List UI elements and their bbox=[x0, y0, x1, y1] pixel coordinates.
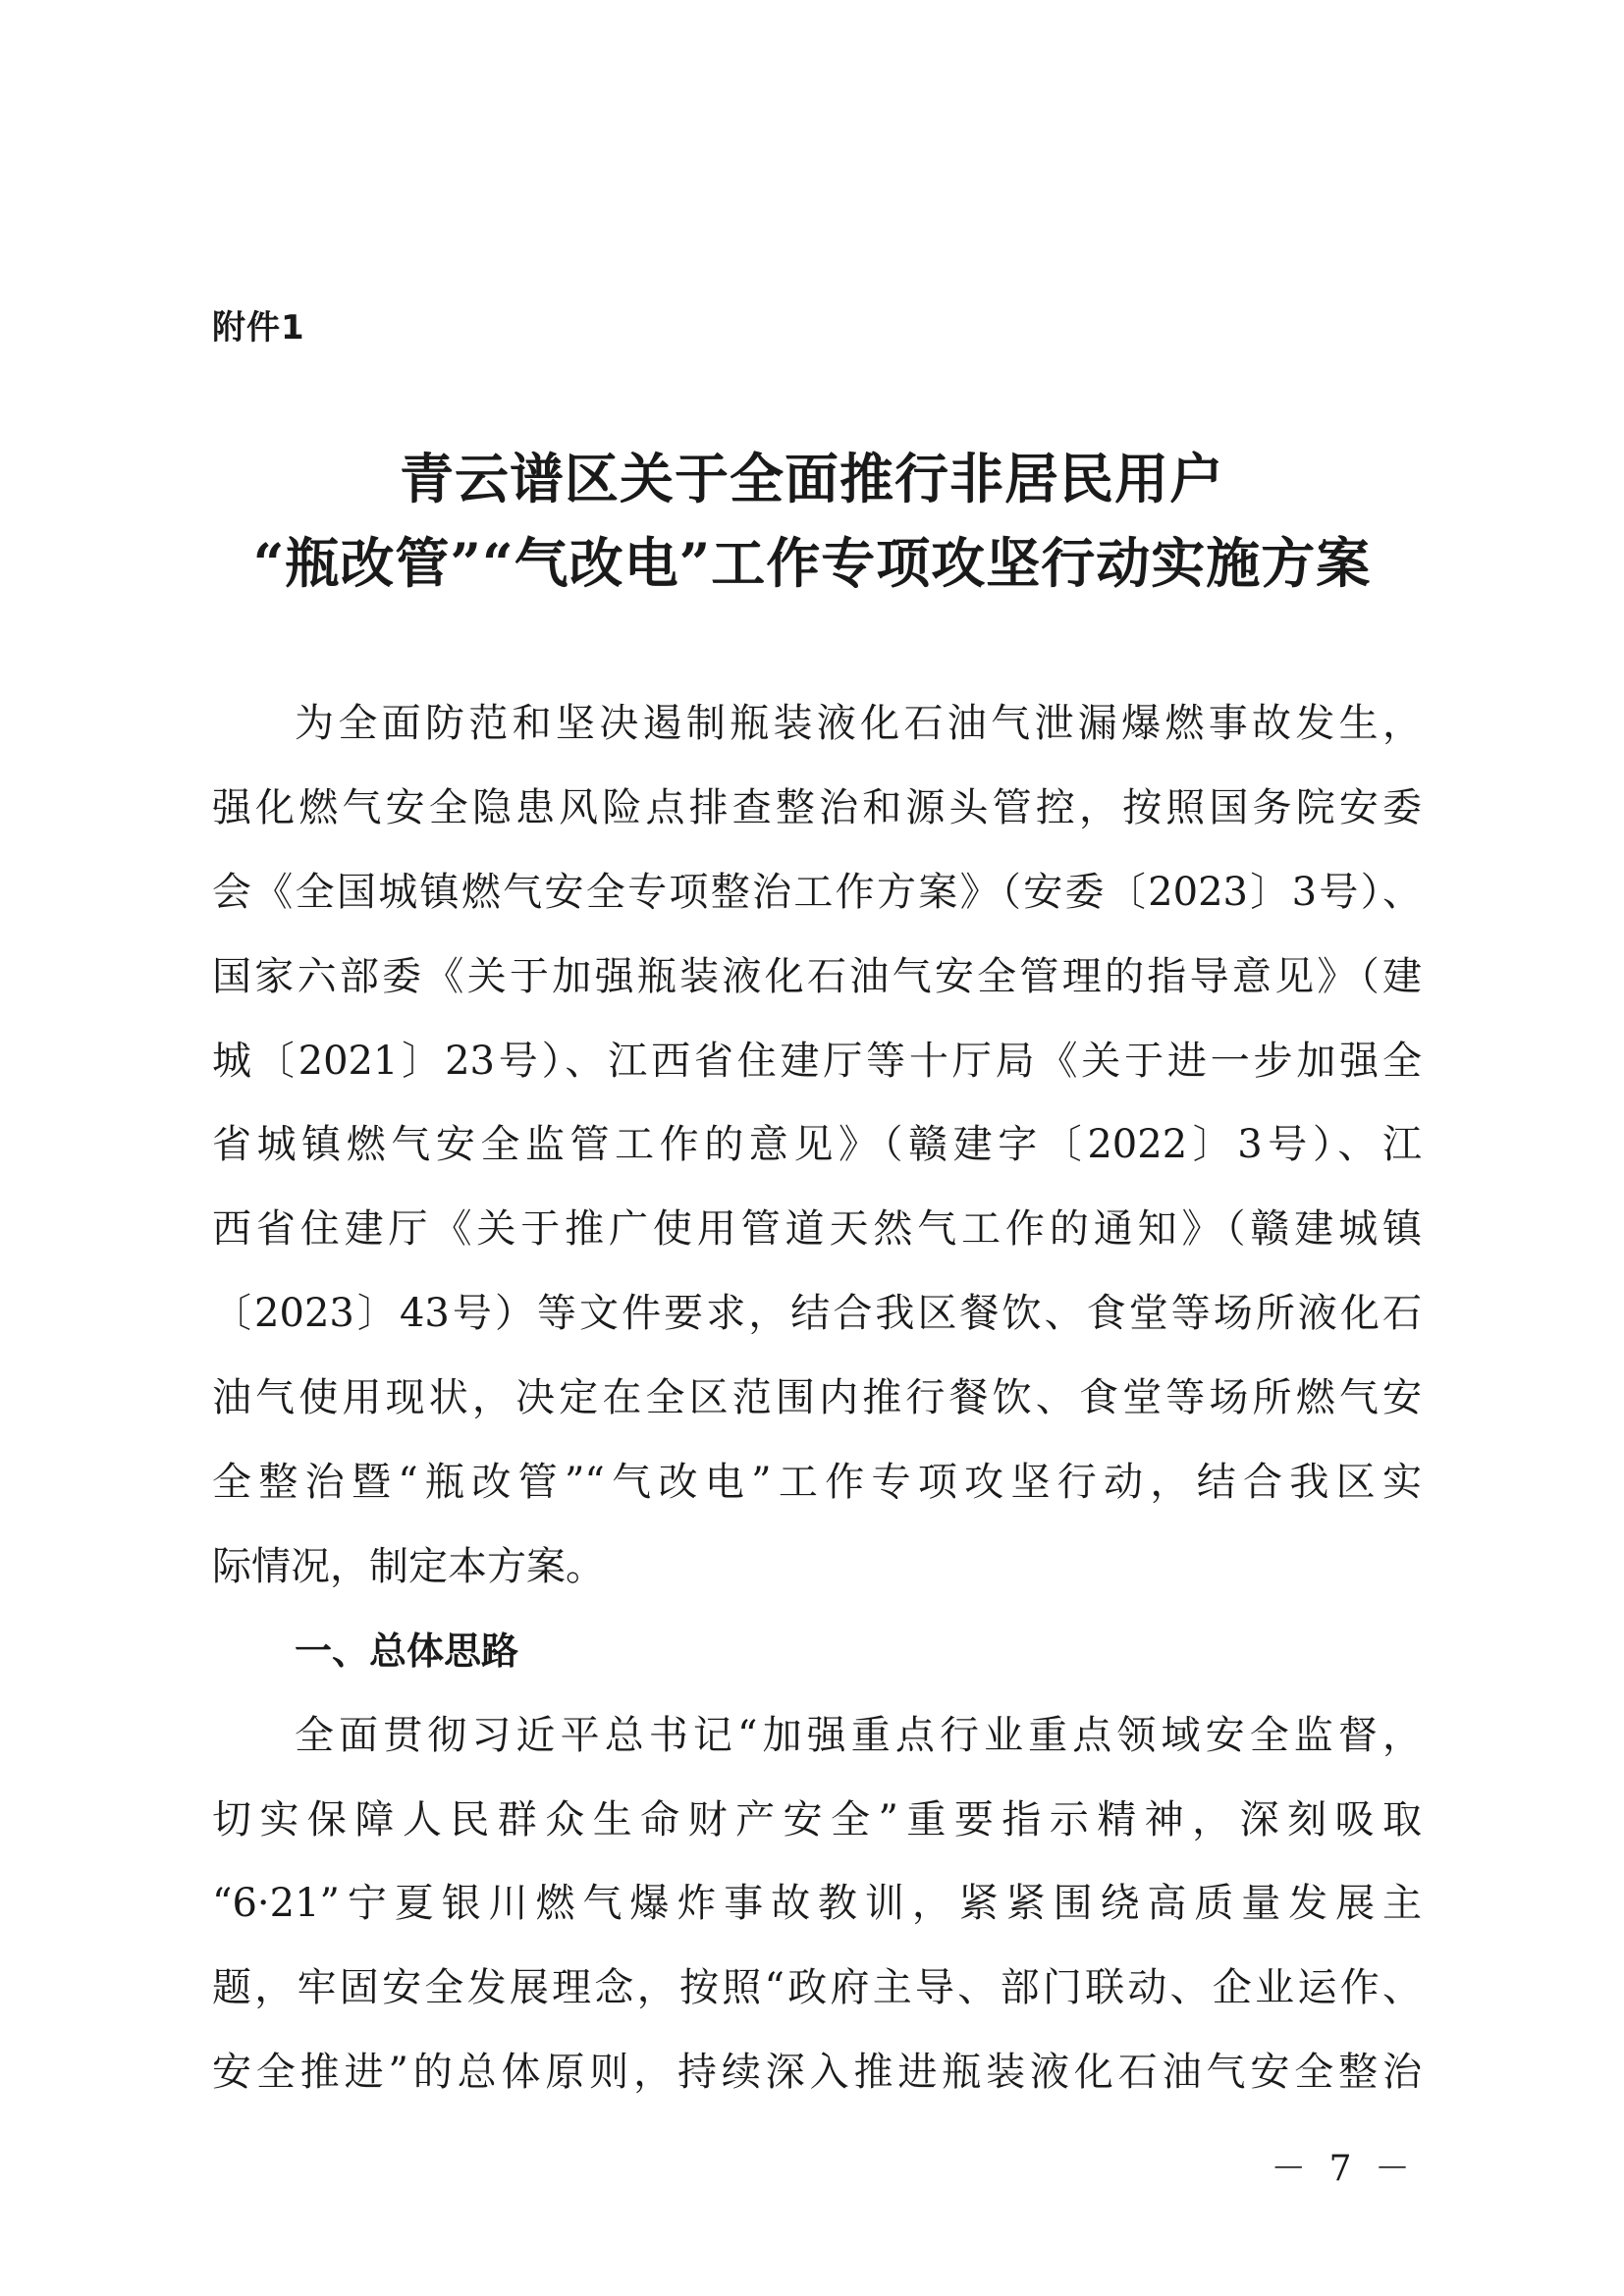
attachment-label: 附件1 bbox=[212, 308, 305, 347]
document-title bbox=[177, 437, 1447, 606]
body-line: 全整治暨“瓶改管”“气改电”工作专项攻坚行动，结合我区实 bbox=[212, 1460, 1422, 1506]
body-line: 为全面防范和坚决遏制瓶装液化石油气泄漏爆燃事故发生， bbox=[295, 701, 1422, 746]
title-line-1: 青云谱区关于全面推行非居民用户 bbox=[399, 447, 1224, 510]
document-body bbox=[212, 682, 1422, 2115]
body-line: 安全推进”的总体原则，持续深入推进瓶装液化石油气安全整治 bbox=[212, 2050, 1422, 2096]
body-line: 题，牢固安全发展理念，按照“政府主导、部门联动、企业运作、 bbox=[212, 1965, 1422, 2011]
body-line: 际情况，制定本方案。 bbox=[212, 1543, 605, 1589]
body-line: 全面贯彻习近平总书记“加强重点行业重点领域安全监督， bbox=[295, 1712, 1422, 1758]
body-line: 城〔2021〕23号）、江西省住建厅等十厅局《关于进一步加强全 bbox=[212, 1038, 1422, 1084]
body-line: 会《全国城镇燃气安全专项整治工作方案》（安委〔2023〕3号）、 bbox=[212, 869, 1422, 915]
body-line: 切实保障人民群众生命财产安全”重要指示精神，深刻吸取 bbox=[212, 1796, 1422, 1842]
body-line: “6·21”宁夏银川燃气爆炸事故教训，紧紧围绕高质量发展主 bbox=[212, 1881, 1422, 1927]
section-heading: 一、总体思路 bbox=[295, 1629, 519, 1673]
body-line: 国家六部委《关于加强瓶装液化石油气安全管理的指导意见》（建 bbox=[212, 953, 1422, 999]
page-number: － 7 － bbox=[1271, 2149, 1416, 2189]
title-line-2: “瓶改管”“气改电”工作专项攻坚行动实施方案 bbox=[252, 531, 1372, 595]
body-line: 〔2023〕43号）等文件要求，结合我区餐饮、食堂等场所液化石 bbox=[212, 1291, 1422, 1337]
body-line: 油气使用现状，决定在全区范围内推行餐饮、食堂等场所燃气安 bbox=[212, 1375, 1422, 1421]
body-line: 西省住建厅《关于推广使用管道天然气工作的通知》（赣建城镇 bbox=[212, 1206, 1422, 1253]
body-line: 省城镇燃气安全监管工作的意见》（赣建字〔2022〕3号）、江 bbox=[212, 1122, 1422, 1168]
body-line: 强化燃气安全隐患风险点排查整治和源头管控，按照国务院安委 bbox=[212, 784, 1422, 830]
